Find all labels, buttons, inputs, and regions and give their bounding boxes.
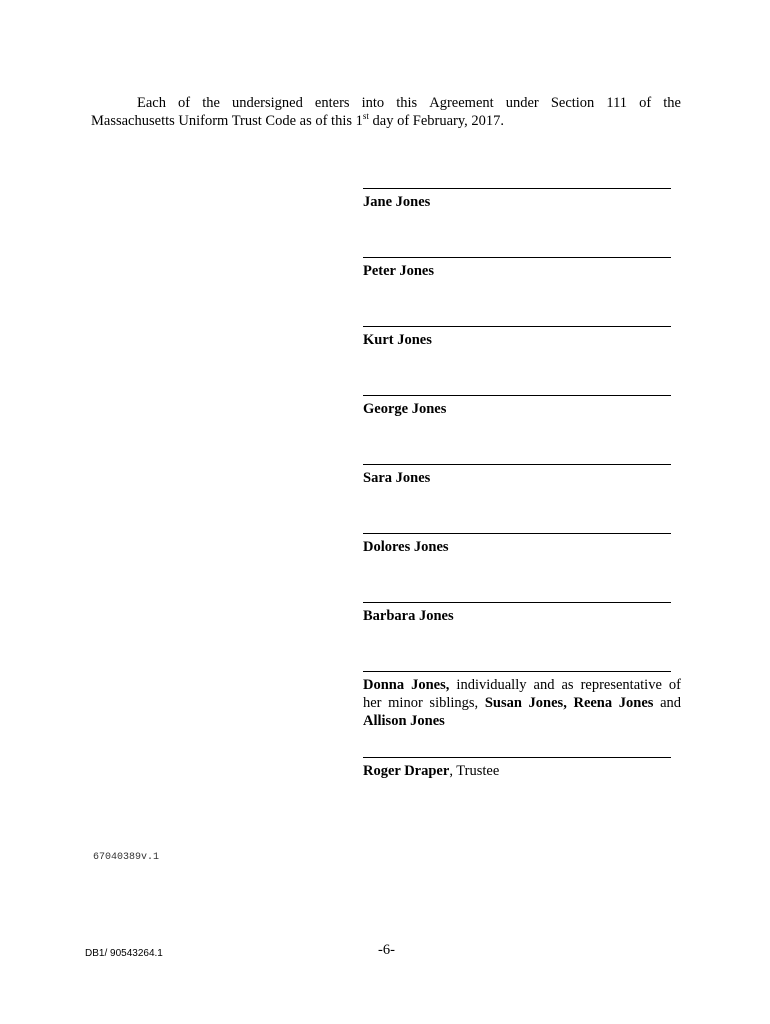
signatory-name: Sara Jones — [363, 470, 431, 486]
intro-word: enters — [314, 95, 350, 111]
page-number: -6- — [378, 942, 395, 958]
signature-block-trustee — [363, 757, 683, 780]
signature-block-sara — [363, 464, 683, 487]
signatory-name: Barbara Jones — [363, 608, 454, 624]
sibling-name: Allison Jones — [363, 713, 445, 729]
intro-word: Section — [550, 95, 595, 111]
document-id: 67040389v.1 — [93, 852, 160, 863]
signature-line[interactable] — [363, 326, 671, 327]
signature-block-kurt — [363, 326, 683, 349]
intro-text-date: day of February, 2017. — [368, 113, 505, 129]
signature-block-jane — [363, 188, 683, 211]
signature-block-peter — [363, 257, 683, 280]
signatory-name: Kurt Jones — [363, 332, 432, 348]
caption-text: individually and as representative of her minor siblings, — [363, 677, 681, 711]
intro-line-1 — [91, 94, 681, 112]
intro-word: into — [361, 95, 385, 111]
intro-word: undersigned — [231, 95, 303, 111]
signature-line[interactable] — [363, 671, 671, 672]
intro-text: Massachusetts Uniform Trust Code as of this 1 — [91, 113, 363, 129]
intro-word: this — [396, 95, 418, 111]
signature-block-donna — [363, 671, 683, 730]
caption-text: and — [653, 695, 682, 711]
intro-line-2 — [91, 112, 681, 130]
signature-block-george — [363, 395, 683, 418]
db-identifier: DB1/ 90543264.1 — [85, 948, 163, 959]
signatory-name: Peter Jones — [363, 263, 434, 279]
donna-caption — [363, 676, 681, 730]
intro-word: the — [663, 95, 681, 111]
signature-line[interactable] — [363, 533, 671, 534]
signatory-name: Dolores Jones — [363, 539, 449, 555]
intro-word: Agreement — [429, 95, 494, 111]
intro-word: 111 — [606, 95, 628, 111]
signatory-name: Roger Draper — [363, 763, 450, 779]
intro-word: of — [178, 95, 191, 111]
signature-line[interactable] — [363, 395, 671, 396]
signature-line[interactable] — [363, 188, 671, 189]
trustee-role: , Trustee — [449, 763, 500, 779]
intro-word: Each — [137, 95, 166, 111]
intro-word: of — [639, 95, 652, 111]
signature-line[interactable] — [363, 757, 671, 758]
signatory-name: George Jones — [363, 401, 447, 417]
siblings-names: Susan Jones, Reena Jones — [484, 695, 654, 711]
signature-line[interactable] — [363, 602, 671, 603]
intro-word: under — [505, 95, 539, 111]
trustee-caption — [363, 762, 683, 780]
signature-line[interactable] — [363, 464, 671, 465]
signatory-name: Jane Jones — [363, 194, 431, 210]
intro-word: the — [202, 95, 220, 111]
signatory-name: Donna Jones, — [363, 677, 450, 693]
signature-line[interactable] — [363, 257, 671, 258]
intro-paragraph — [91, 94, 681, 130]
signature-block-dolores — [363, 533, 683, 556]
ordinal-suffix: st — [362, 111, 369, 121]
signature-block-barbara — [363, 602, 683, 625]
